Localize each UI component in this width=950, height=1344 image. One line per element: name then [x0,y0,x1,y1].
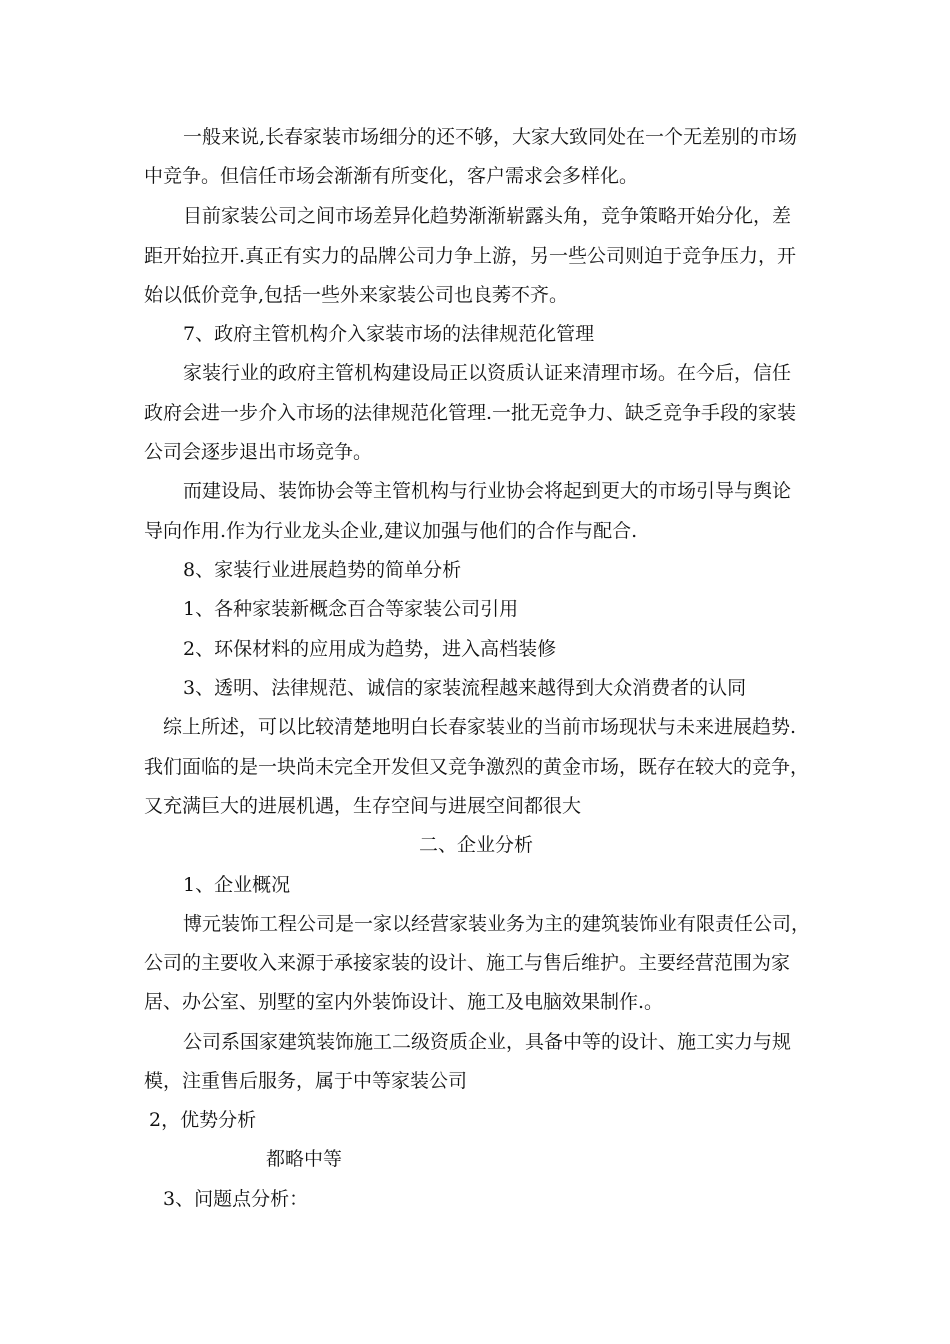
paragraph-line: 中竞争。但信任市场会渐渐有所变化，客户需求会多样化。 [144,165,639,187]
paragraph-line: 居、办公室、别墅的室内外装饰设计、施工及电脑效果制作.。 [144,991,664,1013]
section-heading: 7、政府主管机构介入家装市场的法律规范化管理 [183,323,595,345]
section-heading: 2，优势分析 [149,1109,257,1131]
paragraph-line: 家装行业的政府主管机构建设局正以资质认证来清理市场。在今后，信任 [183,362,792,384]
paragraph-line: 又充满巨大的进展机遇，生存空间与进展空间都很大 [144,795,582,817]
paragraph-line: 目前家装公司之间市场差异化趋势渐渐崭露头角，竞争策略开始分化，差 [183,205,792,227]
list-item: 2、环保材料的应用成为趋势，进入高档装修 [183,638,557,660]
paragraph-line: 公司的主要收入来源于承接家装的设计、施工与售后维护。主要经营范围为家 [144,952,791,974]
paragraph-line: 而建设局、装饰协会等主管机构与行业协会将起到更大的市场引导与舆论 [183,480,792,502]
paragraph-line: 我们面临的是一块尚未完全开发但又竞争激烈的黄金市场，既存在较大的竞争， [144,756,810,778]
paragraph-line: 公司系国家建筑装饰施工二级资质企业，具备中等的设计、施工实力与规 [183,1031,792,1053]
paragraph-line: 博元装饰工程公司是一家以经营家装业务为主的建筑装饰业有限责任公司， [183,913,811,935]
paragraph-line: 综上所述，可以比较清楚地明白长春家装业的当前市场现状与未来进展趋势. [163,716,797,738]
list-item: 1、各种家装新概念百合等家装公司引用 [183,598,519,620]
chapter-heading: 二、企业分析 [419,834,534,856]
paragraph-line: 都略中等 [266,1148,343,1170]
paragraph-line: 一般来说,长春家装市场细分的还不够，大家大致同处在一个无差别的市场 [183,126,798,148]
list-item: 3、透明、法律规范、诚信的家装流程越来越得到大众消费者的认同 [183,677,747,699]
paragraph-line: 模，注重售后服务，属于中等家装公司 [144,1070,468,1092]
section-heading: 3、问题点分析： [163,1188,309,1210]
paragraph-line: 公司会逐步退出市场竞争。 [144,441,373,463]
paragraph-line: 始以低价竞争,包括一些外来家装公司也良莠不齐。 [144,284,569,306]
paragraph-line: 政府会进一步介入市场的法律规范化管理.一批无竞争力、缺乏竞争手段的家装 [144,402,797,424]
paragraph-line: 距开始拉开.真正有实力的品牌公司力争上游，另一些公司则迫于竞争压力，开 [144,245,797,267]
paragraph-line: 导向作用.作为行业龙头企业,建议加强与他们的合作与配合. [144,520,638,542]
section-heading: 8、家装行业进展趋势的简单分析 [183,559,462,581]
section-heading: 1、企业概况 [183,874,291,896]
